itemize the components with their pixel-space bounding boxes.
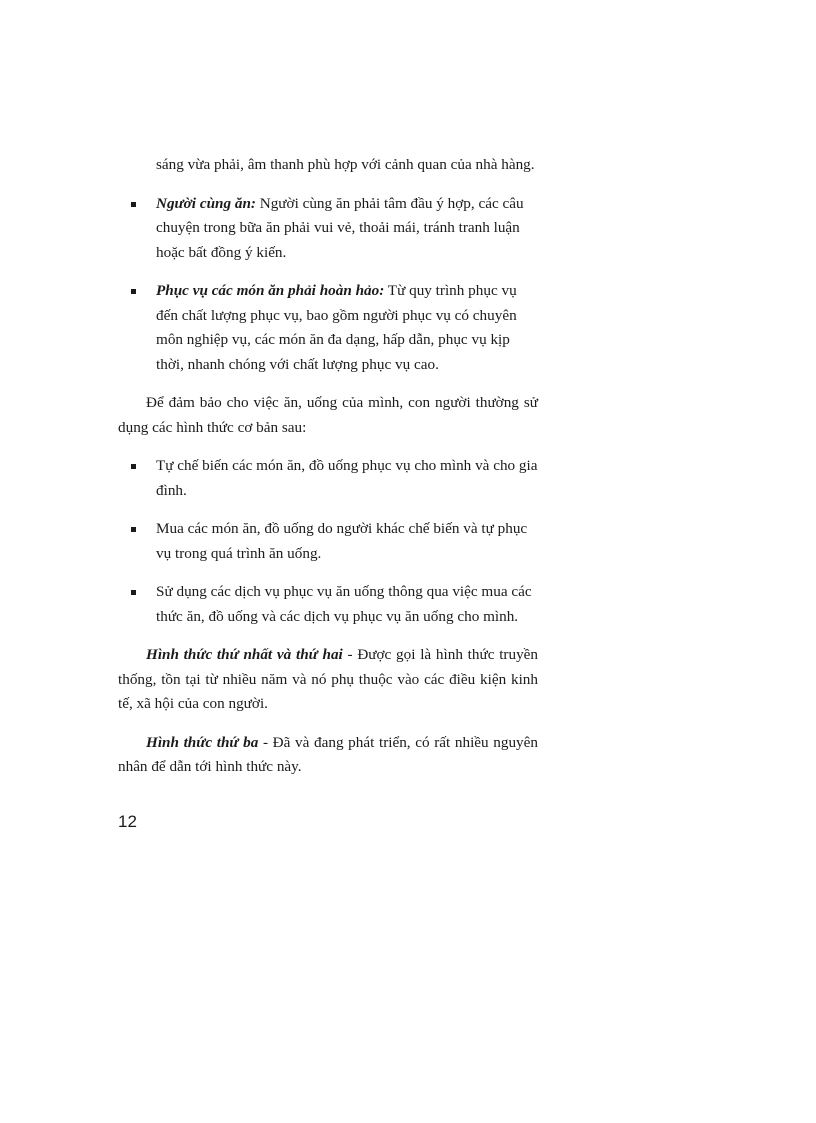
list-item-text: Tự chế biến các món ăn, đồ uống phục vụ cho mình và cho gia đình. (156, 457, 538, 499)
paragraph-lead: Hình thức thứ ba (146, 733, 259, 751)
forms-list (118, 454, 538, 629)
bullet-icon (131, 464, 136, 469)
page-number: 12 (118, 812, 137, 831)
bullet-icon (131, 202, 136, 207)
paragraph-first-second (118, 643, 538, 717)
list-item (118, 580, 538, 629)
list-item-text: Từ quy trình phục vụ đến chất lượng phục vụ, bao gồm người phục vụ có chuyên môn nghiệp vụ, các món ăn đa dạng, hấp dẫn, phục vụ kịp thời, nhanh chóng với chất lượng phục vụ cao. (156, 282, 517, 373)
list-item-text: Mua các món ăn, đồ uống do người khác chế biến và tự phục vụ trong quá trình ăn uống. (156, 520, 528, 562)
list-item (118, 517, 538, 566)
paragraph-lead: Hình thức thứ nhất và thứ hai (146, 646, 343, 663)
list-item (118, 279, 538, 377)
list-item-lead: Người cùng ăn: (156, 194, 256, 212)
body-text (118, 153, 538, 794)
paragraph-third (118, 731, 538, 780)
bullet-icon (131, 527, 136, 532)
list-item-lead: Phục vụ các món ăn phải hoàn hảo: (156, 282, 385, 299)
bullet-icon (131, 590, 136, 595)
list-item (118, 454, 538, 503)
continuation-text: sáng vừa phải, âm thanh phù hợp với cảnh quan của nhà hàng. (156, 156, 535, 173)
bullet-icon (131, 289, 136, 294)
list-item-text: Sử dụng các dịch vụ phục vụ ăn uống thông qua việc mua các thức ăn, đồ uống và các dịch vụ phục vụ ăn uống cho mình. (156, 583, 532, 625)
intro-paragraph: Để đảm bảo cho việc ăn, uống của mình, con người thường sử dụng các hình thức cơ bản sau: (118, 394, 538, 436)
list-item (118, 192, 538, 266)
list-item-text: Người cùng ăn phải tâm đầu ý hợp, các câu chuyện trong bữa ăn phải vui vẻ, thoải mái, tránh tranh luận hoặc bất đồng ý kiến. (156, 194, 524, 261)
paragraph-text: - Được gọi là hình thức truyền thống, tồn tại từ nhiều năm và nó phụ thuộc vào các điều kiện kinh tế, xã hội của con người. (118, 646, 538, 712)
paragraph-text: - Đã và đang phát triển, có rất nhiều nguyên nhân để dẫn tới hình thức này. (118, 733, 538, 775)
